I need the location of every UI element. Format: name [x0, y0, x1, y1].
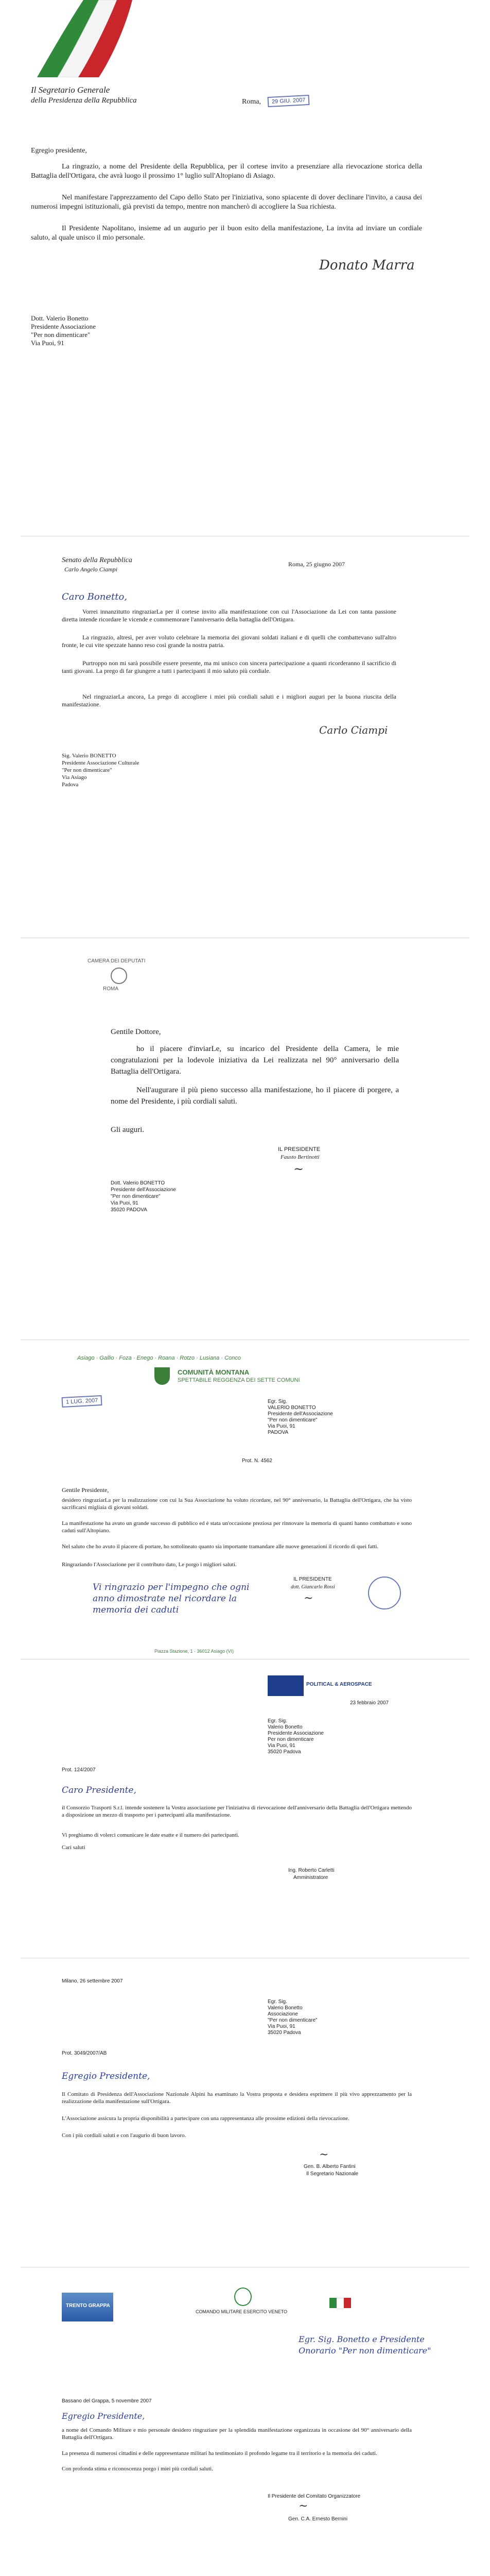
addressee-line: 35020 Padova [268, 1749, 301, 1755]
addressee-line: Via Puoi, 91 [31, 339, 64, 347]
paragraph: Nel ringraziarLa ancora, La prego di accogliere i miei più cordiali saluti e i migliori auguri per la buona riuscita della manifestazione. [62, 693, 396, 708]
addressee-line: Via Puoi, 91 [111, 1200, 138, 1206]
paragraph: La presenza di numerosi cittadini e delle rappresentanze militari ha testimoniato il profondo legame tra il territorio e la memoria dei caduti. [62, 2450, 377, 2456]
handwritten-greeting: Caro Presidente, [62, 1785, 136, 1795]
addressee-block [268, 1718, 324, 1755]
header-left: CAMERA DEI DEPUTATI [87, 958, 146, 964]
signature-scribble: ~ [293, 1162, 304, 1176]
closing: Gli auguri. [111, 1126, 144, 1134]
date: Roma, 25 giugno 2007 [288, 561, 345, 568]
addressee-line: Via Puoi, 91 [268, 1423, 295, 1429]
date-stamp: 1 LUG. 2007 [62, 1395, 102, 1408]
paragraph: La ringrazio, a nome del Presidente della Repubblica, per il cortese invito a presenziare alla rievocazione storica della Battaglia dell'Ortigara, che avrà luogo il prossimo 1° luglio sull'Altopiano di Asiago. [31, 163, 422, 180]
paragraph: Nel saluto che ho avuto il piacere di portare, ho sottolineato quanto sia importante tramandare alle nuove generazioni il ricordo di quei fatti. [62, 1544, 379, 1550]
addressee-line: Egr. Sig. [268, 1718, 287, 1724]
coat-of-arms-icon [154, 1367, 170, 1385]
center-title: COMANDO MILITARE ESERCITO VENETO [196, 2309, 288, 2314]
letter-comando-militare [0, 2277, 490, 2576]
letter-consorzio [0, 1669, 490, 1958]
addressee-block [111, 1180, 176, 1213]
paragraph: Nell'augurare il più pieno successo alla manifestazione, ho il piacere di porgere, a nome del Presidente, i più cordiali saluti. [111, 1086, 399, 1106]
republic-emblem-icon [234, 2287, 252, 2306]
letter-senato [0, 546, 490, 927]
sign-name: Ing. Roberto Carletti [288, 1868, 335, 1873]
handwritten-greeting: Egregio Presidente, [62, 2411, 145, 2421]
header-right: ROMA [103, 986, 118, 992]
handwritten-note: Vi ringrazio per l'impegno che ogni anno dimostrate nel ricordare la memoria dei caduti [93, 1582, 250, 1615]
flag-strip [329, 2298, 351, 2309]
greeting: Gentile Dottore, [111, 1028, 161, 1036]
italian-flag-emblem [27, 0, 150, 77]
sign-title: Il Segretario Nazionale [306, 2171, 359, 2177]
sign-name: dott. Giancarlo Rossi [291, 1584, 335, 1590]
sign-name: Gen. B. Alberto Fantini [304, 2164, 356, 2170]
sign-title: Il Presidente del Comitato Organizzatore [268, 2494, 361, 2499]
paragraph: Con i più cordiali saluti e con l'augurio di buon lavoro. [62, 2132, 186, 2139]
addressee-block [31, 314, 96, 347]
comunita-title: COMUNITÀ MONTANA [178, 1368, 250, 1376]
addressee-line: Presidente Associazione [31, 323, 96, 330]
addressee-line: PADOVA [268, 1430, 289, 1435]
footer-text: Piazza Stazione, 1 · 36012 Asiago (VI) [154, 1649, 234, 1654]
left-logo-text: TRENTO GRAPPA [66, 2303, 110, 2309]
date: Milano, 26 settembre 2007 [62, 1978, 123, 1984]
paragraph: Il Comitato di Presidenza dell'Associazione Nazionale Alpini ha esaminato la Vostra proposta e desidera esprimere il più vivo apprezzamento per la realizzazione della manifestazione sull'Ortigara. [62, 2091, 412, 2105]
paragraph: La manifestazione ha avuto un grande successo di pubblico ed è stata un'occasione preziosa per rinnovare la memoria di quanti hanno combattuto e sono caduti sull'Altopiano. [62, 1520, 412, 1534]
paragraph: il Consorzio Trasporti S.r.l. intende sostenere la Vostra associazione per l'iniziativa di rievocazione dell'anniversario della Battaglia dell'Ortigara mettendo a disposizione un mezzo di trasporto per i partecipanti alla manifestazione. [62, 1805, 412, 1818]
handwritten-addressee: Egr. Sig. Bonetto e Presidente Onorario "Per non dimenticare" [299, 2334, 431, 2355]
paragraph: a nome del Comando Militare e mio personale desidero ringraziare per la splendida manifestazione organizzata in occasione del 90° anniversario della Battaglia dell'Ortigara. [62, 2427, 412, 2441]
addressee-line: Via Asiago [62, 774, 87, 781]
office-subtitle: della Presidenza della Repubblica [31, 96, 137, 105]
reference: Prot. 124/2007 [62, 1767, 96, 1773]
addressee-line: Presidente Associazione [268, 1731, 324, 1736]
protocol: Prot. N. 4562 [242, 1458, 272, 1464]
addressee-line: "Per non dimenticare" [62, 767, 112, 773]
signature-scribble: ~ [319, 2148, 329, 2161]
round-stamp-icon [368, 1577, 401, 1609]
date-line: Bassano del Grappa, 5 novembre 2007 [62, 2398, 152, 2404]
sign-name: Gen. C.A. Ernesto Bernini [288, 2516, 348, 2522]
paragraph: Ringraziando l'Associazione per il contributo dato, Le porgo i migliori saluti. [62, 1562, 237, 1568]
addressee-line: "Per non dimenticare" [31, 331, 91, 338]
date-stamp: 29 GIU. 2007 [268, 95, 310, 107]
signature: Carlo Ciampi [319, 724, 388, 736]
addressee-block [268, 1999, 318, 2036]
addressee-line: Sig. Valerio BONETTO [62, 753, 116, 759]
addressee-line: Presidente Associazione Culturale [62, 760, 139, 766]
date: 23 febbraio 2007 [350, 1700, 389, 1706]
sign-title: Amministratore [293, 1875, 328, 1880]
letter-camera [0, 948, 490, 1334]
addressee-line: Padova [62, 782, 79, 788]
paragraph: desidero ringraziarLa per la realizzazione con cui la Sua Associazione ha voluto ricordare, nel 90° anniversario, la Battaglia dell'Ortigara, che ha visto sacrificarsi migliaia di giovani soldati. [62, 1497, 412, 1511]
addressee-line: Per non dimenticare [268, 1737, 314, 1742]
towns-banner: Asiago · Gallio · Foza · Enego · Roana · Rotzo · Lusiana · Conco [77, 1355, 241, 1361]
office-title: Senato della Repubblica [62, 556, 132, 564]
paragraph: Il Presidente Napolitano, insieme ad un augurio per il buon esito della manifestazione, La invita ad inviare un cordiale saluto, al quale unisco il mio personale. [31, 225, 422, 242]
date-prefix: Roma, [242, 98, 261, 106]
addressee-line: Presidente dell'Associazione [111, 1187, 176, 1193]
company-logo [268, 1675, 304, 1696]
addressee-line: Associazione [268, 2011, 298, 2017]
handwritten-greeting: Egregio Presidente, [62, 2071, 150, 2081]
comunita-subtitle: SPETTABILE REGGENZA DEI SETTE COMUNI [178, 1377, 300, 1383]
paragraph: Con profonda stima e riconoscenza porgo i miei più cordiali saluti. [62, 2466, 213, 2472]
signature: Donato Marra [319, 258, 415, 273]
handwritten-greeting: Caro Bonetto, [62, 591, 128, 602]
paragraph: Vorrei innanzitutto ringraziarLa per il cortese invito alla manifestazione con cui l'Associazione da Lei con tanta passione diretta intende ricordare le vicende e commemorare l'anniversario della battaglia dell'Ortigara. [62, 608, 396, 623]
addressee-line: "Per non dimenticare" [268, 1417, 318, 1423]
company-logo-text: POLITICAL & AEROSPACE [306, 1682, 372, 1687]
addressee-line: VALERIO BONETTO [268, 1405, 316, 1411]
addressee-block [62, 752, 139, 788]
sign-title: IL PRESIDENTE [278, 1146, 321, 1153]
office-subtitle: Carlo Angelo Ciampi [64, 566, 118, 573]
signature-scribble: ~ [304, 1592, 313, 1605]
letter-ana-milano [0, 1968, 490, 2257]
addressee-line: Egr. Sig. [268, 1999, 287, 2005]
paragraph: ho il piacere d'inviarLe, su incarico del Presidente della Camera, le mie congratulazioni per la lodevole iniziativa da Lei realizzata nel 90° anniversario della Battaglia dell'Ortigara. [111, 1045, 399, 1076]
paragraph: Nel manifestare l'apprezzamento del Capo dello Stato per l'iniziativa, sono spiacente di dover declinare l'invito, a causa dei numerosi impegni istituzionali, già previsti da tempo, mentre non mancherò di accogliere la Sua richiesta. [31, 194, 422, 211]
addressee-line: Egr. Sig. [268, 1399, 287, 1404]
addressee-line: Via Puoi, 91 [268, 2024, 295, 2029]
paragraph: Purtroppo non mi sarà possibile essere presente, ma mi unisco con sincera partecipazione a quanti ricorderanno il sacrificio di tanti giovani. La prego di far giungere a tutti i partecipanti il mio saluto più cordiale. [62, 659, 396, 674]
greeting: Gentile Presidente, [62, 1486, 109, 1494]
reference: Prot. 3049/2007/AB [62, 2050, 107, 2056]
addressee-line: 35020 PADOVA [111, 1207, 147, 1213]
emblem-icon [111, 968, 127, 984]
paragraph: La ringrazio, altresì, per aver voluto celebrare la memoria dei giovani soldati italiani e di quelli che combattevano sull'altro fronte, le cui vite spezzate hanno reso così grande la nostra patria. [62, 634, 396, 649]
addressee-line: Valerio Bonetto [268, 1724, 303, 1730]
addressee-line: Dott. Valerio BONETTO [111, 1180, 165, 1186]
addressee-line: Dott. Valerio Bonetto [31, 314, 89, 322]
addressee-line: 35020 Padova [268, 2030, 301, 2036]
addressee-line: "Per non dimenticare" [268, 2018, 318, 2023]
paragraph: Vi preghiamo di volerci comunicare le date esatte e il numero dei partecipanti. [62, 1832, 239, 1838]
addressee-line: "Per non dimenticare" [111, 1194, 161, 1199]
addressee-line: Via Puoi, 91 [268, 1743, 295, 1749]
closing: Cari saluti [62, 1844, 85, 1851]
sign-name: Fausto Bertinotti [281, 1154, 320, 1160]
addressee-line: Valerio Bonetto [268, 2005, 303, 2011]
signature-scribble: ~ [299, 2500, 308, 2513]
letter-quirinale [0, 0, 490, 526]
greeting: Egregio presidente, [31, 147, 87, 155]
sign-title: IL PRESIDENTE [293, 1577, 332, 1582]
addressee-line: Presidente dell'Associazione [268, 1411, 333, 1417]
paragraph: L'Associazione assicura la propria disponibilità a partecipare con una rappresentanza alle prossime edizioni della rievocazione. [62, 2115, 349, 2122]
addressee-block [268, 1399, 333, 1436]
office-title: Il Segretario Generale [31, 85, 110, 95]
